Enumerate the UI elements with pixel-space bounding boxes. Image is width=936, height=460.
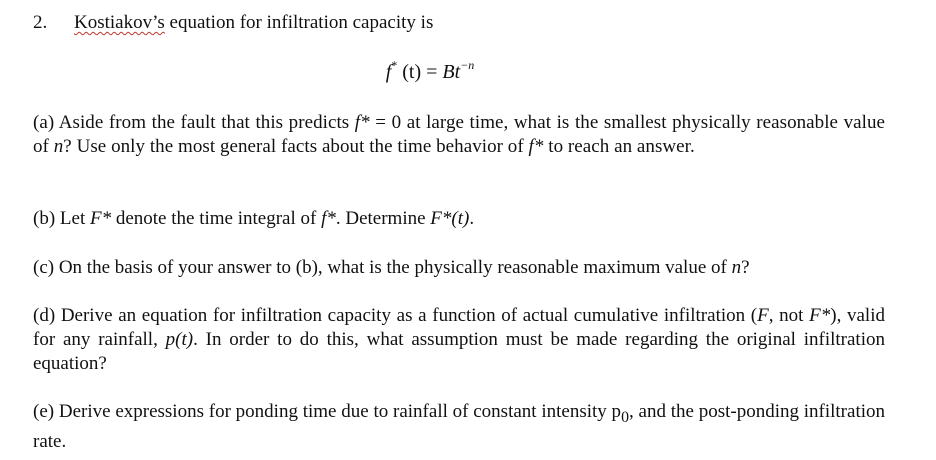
part-b-text-3: . Determine: [335, 208, 431, 229]
part-a-text-3: ? Use only the most general facts about the time behavior of: [63, 136, 529, 157]
part-a-fstar: f*: [354, 112, 370, 133]
part-b-text-2: denote the time integral of: [111, 208, 322, 229]
part-d-pt: p(t): [165, 329, 194, 350]
eq-f-superscript: *: [391, 58, 398, 72]
part-e-text-1: (e) Derive expressions for ponding time due to rainfall of constant intensity p: [33, 401, 622, 422]
part-e-text-2: , and the post-ponding infiltration rate.: [33, 401, 886, 452]
part-b: [33, 207, 885, 231]
part-c-n: n: [731, 257, 742, 278]
part-b-text-1: (b) Let: [33, 208, 90, 229]
heading-name: Kostiakov’s: [74, 12, 165, 33]
part-d-text-3: ), valid for any rainfall,: [33, 305, 885, 350]
part-a-text-2: = 0 at large time, what is the smallest physically reasonable value of: [33, 112, 885, 157]
part-e-subscript: 0: [621, 408, 629, 426]
part-d: [33, 304, 885, 376]
part-d-F: F: [757, 305, 769, 326]
part-c-text-2: ?: [741, 257, 750, 278]
part-b-Ft: F*(t): [430, 208, 470, 229]
eq-f: f: [385, 61, 392, 83]
part-d-Fstar: F*: [809, 305, 831, 326]
problem-number: 2.: [33, 12, 48, 33]
part-a-n: n: [53, 136, 64, 157]
eq-exponent: −n: [460, 58, 475, 72]
part-b-fstar: f*: [321, 208, 336, 229]
part-c-text-1: (c) On the basis of your answer to (b), what is the physically reasonable maximum value of: [33, 257, 732, 278]
part-a-text-4: to reach an answer.: [543, 136, 695, 157]
part-a-fstar-2: f*: [528, 136, 544, 157]
part-b-text-4: .: [469, 208, 475, 229]
part-c: [33, 256, 885, 280]
part-d-text-1: (d) Derive an equation for infiltration capacity as a function of actual cumulative infiltration (: [33, 305, 758, 326]
eq-argument: (t): [397, 61, 422, 83]
part-b-Fstar: F*: [89, 208, 112, 229]
part-e: [33, 400, 885, 454]
eq-bt: Bt: [442, 61, 461, 83]
kostiakov-equation: [0, 58, 860, 84]
part-a: [33, 111, 885, 159]
problem-heading: [74, 12, 433, 34]
eq-equals: =: [421, 61, 443, 83]
part-a-text-1: (a) Aside from the fault that this predicts: [33, 112, 355, 133]
part-d-text-4: . In order to do this, what assumption must be made regarding the original infiltration equation?: [33, 329, 885, 374]
part-d-text-2: , not: [768, 305, 810, 326]
heading-rest: equation for infiltration capacity is: [164, 12, 434, 33]
